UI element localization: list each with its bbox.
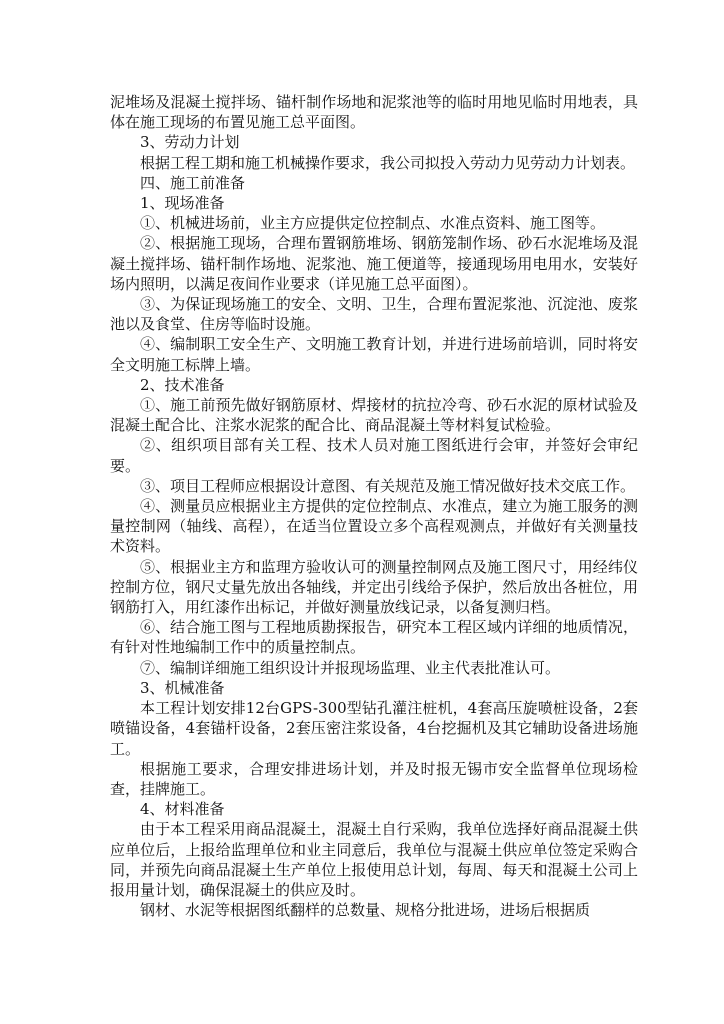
paragraph: ⑤、根据业主方和监理方验收认可的测量控制网点及施工图尺寸，用经纬仪控制方位，钢尺丈量先放出各轴线，并定出引线给予保护，然后放出各桩位，用钢筋打入，用红漆作出标记，并做好测量放线记录，以备复测归档。 <box>110 557 638 617</box>
heading-material-preparation: 4、材料准备 <box>140 800 225 819</box>
paragraph: ③、为保证现场施工的安全、文明、卫生，合理布置泥浆池、沉淀池、废浆池以及食堂、住房等临时设施。 <box>110 295 638 334</box>
heading-pre-construction: 四、施工前准备 <box>140 173 246 192</box>
heading-technical-preparation: 2、技术准备 <box>140 375 225 394</box>
paragraph: ④、测量员应根据业主方提供的定位控制点、水准点，建立为施工服务的测量控制网（轴线、高程），在适当位置设立多个高程观测点，并做好有关测量技术资料。 <box>110 497 638 556</box>
heading-machinery-preparation: 3、机械准备 <box>140 678 225 697</box>
paragraph: ⑥、结合施工图与工程地质勘探报告，研究本工程区域内详细的地质情况，有针对性地编制工作中的质量控制点。 <box>110 618 638 657</box>
paragraph: 根据工程工期和施工机械操作要求，我公司拟投入劳动力见劳动力计划表。 <box>140 153 636 172</box>
paragraph: 根据施工要求，合理安排进场计划，并及时报无锡市安全监督单位现场检查，挂牌施工。 <box>110 759 638 798</box>
paragraph: ①、机械进场前，业主方应提供定位控制点、水准点资料、施工图等。 <box>140 214 606 233</box>
paragraph-continued: 泥堆场及混凝土搅拌场、锚杆制作场地和泥浆池等的临时用地见临时用地表，具体在施工现场的布置见施工总平面图。 <box>110 93 638 132</box>
paragraph: ⑦、编制详细施工组织设计并报现场监理、业主代表批准认可。 <box>140 658 561 677</box>
paragraph: 钢材、水泥等根据图纸翻样的总数量、规格分批进场，进场后根据质 <box>140 901 591 920</box>
paragraph: ②、组织项目部有关工程、技术人员对施工图纸进行会审，并签好会审纪要。 <box>110 436 638 475</box>
heading-labor-plan: 3、劳动力计划 <box>140 133 240 152</box>
paragraph: 由于本工程采用商品混凝土，混凝土自行采购，我单位选择好商品混凝土供应单位后，上报给监理单位和业主同意后，我单位与混凝土供应单位签定采购合同，并预先向商品混凝土生产单位上报使用总计划，每周、每天和混凝土公司上报用量计划，确保混凝土的供应及时。 <box>110 820 638 899</box>
paragraph: ③、项目工程师应根据设计意图、有关规范及施工情况做好技术交底工作。 <box>140 476 636 495</box>
document-page <box>110 92 638 920</box>
heading-site-preparation: 1、现场准备 <box>140 194 225 213</box>
paragraph: ④、编制职工安全生产、文明施工教育计划，并进行进场前培训，同时将安全文明施工标牌上墙。 <box>110 335 638 374</box>
paragraph: 本工程计划安排12台GPS-300型钻孔灌注桩机，4套高压旋喷桩设备，2套喷锚设备，4套锚杆设备，2套压密注浆设备，4台挖掘机及其它辅助设备进场施工。 <box>110 699 638 758</box>
paragraph: ②、根据施工现场，合理布置钢筋堆场、钢筋笼制作场、砂石水泥堆场及混凝土搅拌场、锚杆制作场地、泥浆池、施工便道等，接通现场用电用水，安装好场内照明，以满足夜间作业要求（详见施工总平面图）。 <box>110 234 638 293</box>
paragraph: ①、施工前预先做好钢筋原材、焊接材的抗拉冷弯、砂石水泥的原材试验及混凝土配合比、注浆水泥浆的配合比、商品混凝土等材料复试检验。 <box>110 396 638 435</box>
